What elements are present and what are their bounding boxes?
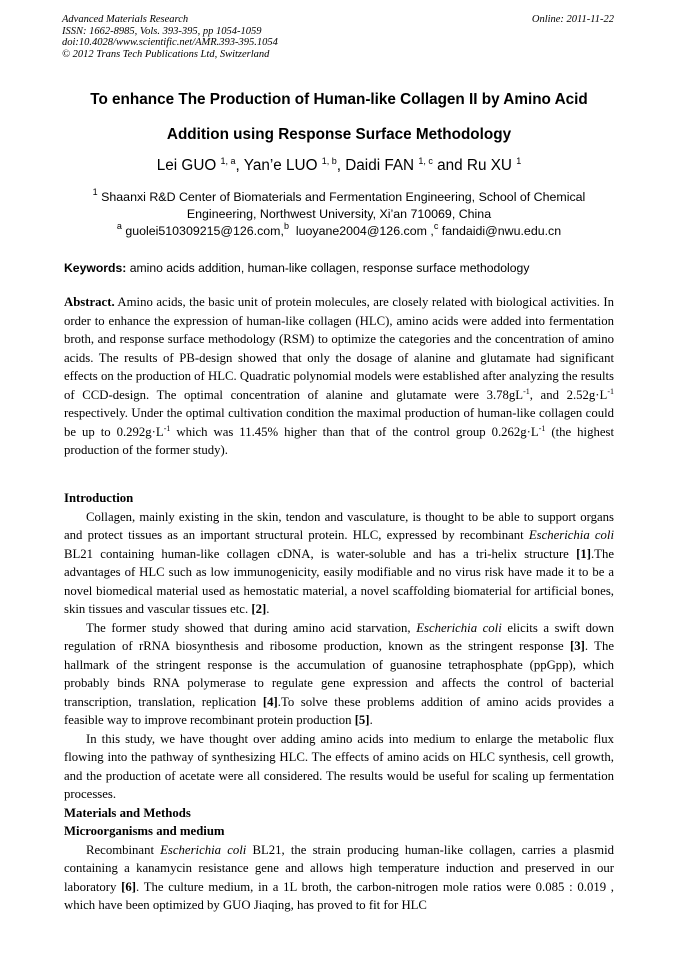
citation-ref[interactable]: [1] [576,546,591,561]
citation-ref[interactable]: [4] [262,694,278,709]
species-name: Escherichia coli [160,842,247,857]
issn-line: ISSN: 1662-8985, Vols. 393-395, pp 1054-1059 [62,25,262,37]
author-sep: , [235,157,244,174]
citation-ref[interactable]: [3] [570,639,585,653]
author-sep: , [336,157,346,174]
citation-ref[interactable]: [5] [354,713,370,727]
intro-paragraph-3: In this study, we have thought over adding amino acids into medium to enlarge the metabolic flux flowing into the pathway of synthesizing HLC. The effects of amino acids on HLC synthesis, cell growth, and the production of acetate were all considered. The results would be useful for scaling up fermentation processes. [64,731,614,801]
email-address: fandaidi@nwu.edu.cn [441,224,562,238]
keywords [64,261,614,275]
affiliation-text: Shaanxi R&D Center of Biomaterials and Fermentation Engineering, School of Chemical [101,190,586,204]
keywords-text: amino acids addition, human-like collagen, response surface methodology [129,261,530,275]
species-name: Escherichia coli [416,620,502,635]
paragraph-text: Recombinant [86,842,161,857]
unit-sup: -1 [607,386,614,396]
paragraph-text: . The hallmark of the stringent response is the accumulation of guanosine tetraphosphate (ppGpp), which probably binds RNA polymerase to regulate gene expression and affects the control of bacterial transcription, translation, replication [64,639,615,709]
email-address: guolei510309215@126.com, [125,224,284,238]
paragraph-text: . [266,602,270,616]
email-sup: b [283,221,289,231]
author-sup: 1, a [220,156,236,166]
abstract-text: Amino acids, the basic unit of protein molecules, are closely related with biological activities. In order to enhance the expression of human-like collagen (HLC), amino acids were added into fermentation broth, and response surface methodology (RSM) to optimize the categories and the concentration of amino acids. The results of PB-design showed that only the dosage of alanine and glutamate had significant effects on the production of HLC. Quadratic polynomial models were established after analyzing the results of CCD-design. The optimal concentration of alanine and glutamate were 3.78gL [64,295,615,402]
doi-line: doi:10.4028/www.scientific.net/AMR.393-395.1054 [62,37,278,48]
email-line [40,221,638,238]
species-name: Escherichia coli [528,528,614,542]
email-sup: c [433,221,439,231]
citation-ref[interactable]: [6] [121,879,137,894]
affiliation-sup: 1 [92,187,98,197]
abstract-text: which was 11.45% higher than that of the control group 0.262g·L [170,424,539,439]
paragraph-text: .To solve these problems addition of amino acids provides a feasible way to improve recombinant protein production [64,694,614,727]
main-body [64,489,614,915]
unit-sup: -1 [523,386,530,396]
abstract-text: (the highest production of the former study). [64,424,614,457]
paper-title-line-2: Addition using Response Surface Methodology [166,126,512,143]
author-sup: 1, b [321,156,337,166]
author-sep: and [432,157,467,174]
paragraph-text: . The culture medium, in a 1L broth, the carbon-nitrogen mole ratios were 0.085 : 0.019 , which have been optimized by GUO Jiaqing, has proved to fit for HLC [64,879,614,912]
journal-header [62,14,422,60]
copyright-line: © 2012 Trans Tech Publications Ltd, Switzerland [62,48,270,60]
author-name: Yan’e LUO [243,157,318,174]
paragraph-text: BL21 containing human-like collagen cDNA, is water-soluble and has a tri-helix structure [64,546,577,561]
author-name: Daidi FAN [345,157,415,174]
intro-paragraph-1 [64,508,614,619]
unit-sup: -1 [538,423,546,433]
email-sup: a [116,221,122,231]
paper-title-line-1: To enhance The Production of Human-like Collagen II by Amino Acid [90,91,588,108]
paragraph-text: . [369,713,373,727]
abstract-text: respectively. Under the optimal cultivation condition the maximal production of human-like collagen could be up to 0.292g·L [64,406,614,439]
abstract-paragraph [64,293,614,460]
online-date: Online: 2011-11-22 [531,14,614,25]
citation-ref[interactable]: [2] [251,602,267,616]
abstract-text: , and 2.52g·L [529,387,608,402]
unit-sup: -1 [163,423,171,433]
abstract [64,293,614,460]
abstract-label: Abstract. [64,295,115,309]
subsection-heading-microorganisms: Microorganisms and medium [64,824,225,838]
paragraph-text: BL21, the strain producing human-like collagen, carries a plasmid containing a kanamycin resistance gene and allows high temperature induction and preserved in our laboratory [64,842,614,894]
keywords-label: Keywords: [64,261,127,275]
affiliation-line-1 [40,187,638,204]
paragraph-text: elicits a swift down regulation of rRNA biosynthesis and ribosome production, known as the stringent response [64,620,614,653]
section-heading-introduction: Introduction [64,491,134,505]
methods-paragraph-1 [64,841,614,915]
email-address: luoyane2004@126.com , [295,224,434,238]
author-name: Ru XU [466,157,512,174]
paragraph-text: The former study showed that during amino acid starvation, [86,620,417,635]
intro-paragraph-2 [64,619,614,730]
section-heading-methods: Materials and Methods [64,805,191,820]
paragraph-text: Collagen, mainly existing in the skin, tendon and vasculature, is thought to be able to support organs and protect tissues as an important structural protein. HLC, expressed by recombinant [64,509,614,542]
author-sup: 1 [516,156,522,166]
author-sup: 1, c [418,156,433,166]
affiliation-line-2: Engineering, Northwest University, Xi’an 710069, China [186,207,492,221]
author-name: Lei GUO [156,157,217,174]
journal-name: Advanced Materials Research [62,14,189,25]
author-list [40,157,638,175]
paragraph-text: .The advantages of HLC such as low immunogenicity, easily modifiable and no virus risk have made it to be a novel biomedical material used as hemostatic material, a novel scaffolding biomaterial for artificial bones, skin tissues and vascular tissues etc. [64,546,614,616]
